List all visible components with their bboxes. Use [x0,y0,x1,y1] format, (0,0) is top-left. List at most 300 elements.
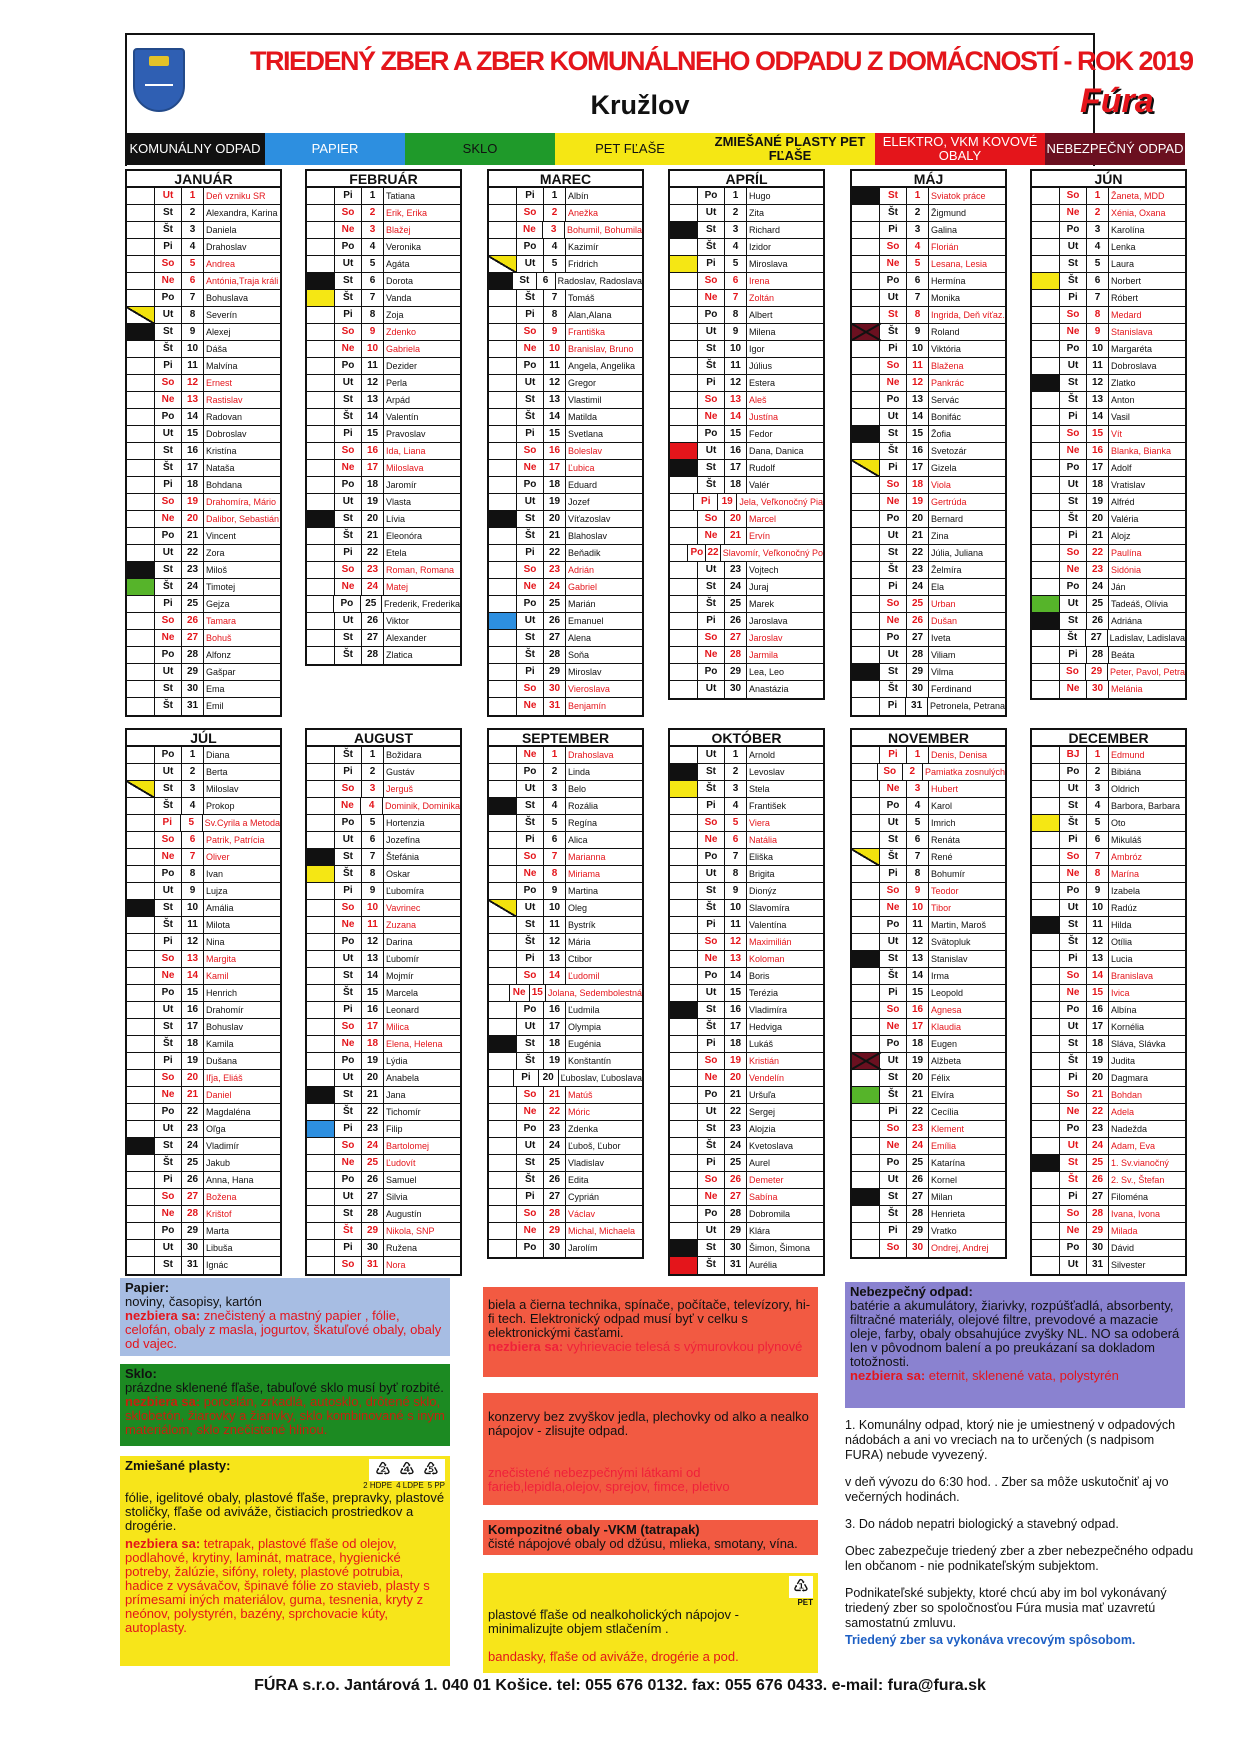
collection-marker [307,375,335,391]
day-row [1032,324,1185,341]
name-day: Bohumír [931,869,966,879]
weekday: Ne [335,1036,362,1052]
name-day: Blažena [931,361,964,371]
collection-marker [307,1104,335,1120]
day-row [489,951,642,968]
weekday: Po [698,664,725,680]
weekday: So [1060,188,1087,204]
day-number: 28 [544,1206,566,1222]
name-day: Marcel [749,514,777,524]
name-day: Zlatica [386,650,413,660]
collection-marker [852,324,880,340]
weekday: Ut [155,1240,182,1256]
day-number: 20 [362,511,384,527]
day-row [670,1019,823,1036]
day-number: 17 [725,460,747,476]
day-row [852,188,1005,205]
collection-marker [307,613,335,629]
collection-marker [489,985,510,1001]
day-number: 9 [907,324,929,340]
name-day: Marián [568,599,596,609]
day-row [852,358,1005,375]
collection-marker [1032,883,1060,899]
collection-marker [1032,562,1060,578]
weekday: So [1060,968,1087,984]
name-day: Patrik, Patrícia [206,835,265,845]
day-row [127,1189,280,1206]
collection-marker [489,1019,517,1035]
day-number: 21 [725,1087,747,1103]
day-number: 14 [182,409,204,425]
name-day: Jela, Veľkonočný Pia [739,497,823,507]
day-number: 3 [725,781,747,797]
day-row [852,951,1005,968]
day-number: 27 [1087,1189,1109,1205]
name-day: Ernest [206,378,233,388]
collection-marker [127,341,155,357]
name-day: Aurel [749,1158,771,1168]
collection-marker [307,239,335,255]
collection-marker [1032,747,1060,763]
name-day: Jaroslav [749,633,783,643]
collection-marker [307,849,335,865]
collection-marker [1032,1121,1060,1137]
recycle-icon: ♴ [374,1459,392,1479]
weekday: Ne [335,222,362,238]
day-row [127,917,280,934]
collection-marker [127,494,155,510]
collection-marker [670,375,698,391]
collection-marker [670,256,698,272]
name-day: Konštantín [568,1056,612,1066]
day-number: 17 [182,460,204,476]
weekday: Ne [698,290,725,306]
day-row [1032,1223,1185,1240]
day-number: 3 [1087,781,1109,797]
collection-marker [852,866,880,882]
day-row [127,426,280,443]
collection-marker [127,1002,155,1018]
collection-marker [127,375,155,391]
weekday: St [155,781,182,797]
day-number: 3 [725,222,747,238]
name-day: Agnesa [931,1005,962,1015]
collection-marker [127,205,155,221]
day-number: 25 [725,1155,747,1171]
name-day: Michal, Michaela [568,1226,636,1236]
legend-item: SKLO [405,133,555,165]
name-day: Vladimír [206,1141,240,1151]
day-number: 17 [907,460,929,476]
name-day: Nadežda [1111,1124,1148,1134]
day-number: 20 [907,1070,929,1086]
name-day: Vasil [1111,412,1130,422]
collection-marker [852,579,880,595]
name-day: Ivana, Ivona [1111,1209,1161,1219]
weekday: Ut [1060,239,1087,255]
name-day: Jozefína [386,835,421,845]
day-number: 22 [182,1104,204,1120]
day-number: 10 [182,341,204,357]
collection-marker [670,917,698,933]
day-row [852,815,1005,832]
weekday: Po [155,647,182,663]
day-number: 9 [544,883,566,899]
collection-marker [670,1104,698,1120]
name-day: Daniel [206,1090,232,1100]
weekday: Pi [880,1104,907,1120]
day-number: 15 [530,985,546,1001]
day-number: 13 [1087,951,1109,967]
collection-marker [1032,1138,1060,1154]
weekday: Št [517,528,544,544]
weekday: Po [1060,222,1087,238]
weekday: Po [1060,764,1087,780]
day-row [670,1002,823,1019]
name-day: Karol [931,801,953,811]
plasty-info [120,1456,450,1666]
day-row [127,1121,280,1138]
name-day: Žaneta, MDD [1111,191,1165,201]
month-marec [487,169,644,717]
day-row [1032,832,1185,849]
day-number: 18 [725,477,747,493]
name-day: Božidara [386,750,422,760]
day-row [307,968,460,985]
day-row [127,764,280,781]
weekday: So [517,849,544,865]
collection-marker [489,1036,517,1052]
collection-marker [670,460,698,476]
day-number: 7 [1087,290,1109,306]
weekday: Ne [335,1155,362,1171]
day-number: 26 [544,1172,566,1188]
weekday: Ne [155,1206,182,1222]
weekday: Št [698,900,725,916]
day-row [852,443,1005,460]
collection-marker [670,1206,698,1222]
day-number: 6 [182,832,204,848]
day-number: 17 [362,1019,384,1035]
day-number: 16 [1087,1002,1109,1018]
day-number: 5 [1087,815,1109,831]
month-október [668,728,825,1276]
name-day: Lívia [386,514,406,524]
name-day: Branislava [1111,971,1154,981]
weekday: Ut [335,375,362,391]
weekday: Ne [698,409,725,425]
day-number: 13 [362,392,384,408]
weekday: Št [517,934,544,950]
collection-marker [127,849,155,865]
day-number: 9 [362,883,384,899]
weekday: Po [335,934,362,950]
day-row [489,426,642,443]
weekday: Po [880,273,907,289]
weekday: Ut [880,934,907,950]
collection-marker [1032,832,1060,848]
name-day: Dušan [931,616,958,626]
collection-marker [852,917,880,933]
weekday: St [155,443,182,459]
name-day: Drahoslava [568,750,614,760]
day-row [670,528,823,545]
collection-marker [127,596,155,612]
day-number: 16 [907,443,929,459]
weekday: Ut [1060,900,1087,916]
day-number: 17 [725,1019,747,1035]
day-number: 24 [362,1138,384,1154]
collection-marker [1032,934,1060,950]
day-row [307,426,460,443]
name-day: Adolf [1111,463,1132,473]
name-day: Teodor [931,886,959,896]
weekday: So [1060,1206,1087,1222]
day-row [127,392,280,409]
day-row [489,290,642,307]
collection-marker [489,188,517,204]
day-row [852,1206,1005,1223]
day-row [127,1172,280,1189]
name-day: Ružena [386,1243,418,1253]
collection-marker [307,1206,335,1222]
day-number: 12 [362,934,384,950]
name-day: Miloslava [386,463,424,473]
day-row [307,917,460,934]
day-row [127,968,280,985]
weekday: Ne [155,392,182,408]
day-row [127,324,280,341]
collection-marker [489,968,517,984]
day-number: 28 [907,1206,929,1222]
name-day: Cyprián [568,1192,600,1202]
collection-marker [489,596,517,612]
weekday: St [335,511,362,527]
weekday: Po [155,747,182,763]
collection-marker [1032,781,1060,797]
day-row [670,290,823,307]
name-day: Milada [1111,1226,1138,1236]
name-day: Denis, Denisa [931,750,988,760]
day-row [1032,1206,1185,1223]
day-row [670,781,823,798]
collection-marker [852,1155,880,1171]
name-day: Margaréta [1111,344,1153,354]
day-number: 31 [1087,1257,1109,1274]
day-row [127,256,280,273]
collection-marker [127,443,155,459]
weekday: Št [880,1206,907,1222]
day-number: 23 [725,562,747,578]
name-day: Berta [206,767,228,777]
name-day: Lucia [1111,954,1133,964]
weekday: Ne [517,460,544,476]
papier-info [120,1278,450,1356]
weekday: Pi [698,798,725,814]
day-number: 7 [544,849,566,865]
day-number: 21 [544,1087,566,1103]
day-number: 8 [362,307,384,323]
weekday: BJ [1060,747,1087,763]
day-row [489,358,642,375]
day-number: 22 [907,1104,929,1120]
day-row [852,545,1005,562]
day-row [852,307,1005,324]
sklo-no-label: nezbiera sa: [125,1394,201,1409]
day-number: 4 [1087,798,1109,814]
collection-marker [489,341,517,357]
weekday: St [1060,798,1087,814]
day-row [670,1121,823,1138]
collection-marker [489,1138,517,1154]
name-day: Sláva, Slávka [1111,1039,1166,1049]
day-number: 4 [182,798,204,814]
day-row [852,698,1005,715]
day-number: 26 [907,1172,929,1188]
name-day: Ľudomil [568,971,600,981]
day-row [1032,290,1185,307]
day-number: 10 [182,900,204,916]
day-row [1032,1002,1185,1019]
day-row [852,528,1005,545]
weekday: So [335,1019,362,1035]
day-row [307,205,460,222]
collection-marker [670,951,698,967]
name-day: Zuzana [386,920,417,930]
weekday: Ne [335,798,362,814]
day-number: 25 [182,596,204,612]
collection-marker [1032,409,1060,425]
name-day: Levoslav [749,767,785,777]
name-day: Petronela, Petrana [929,701,1005,711]
day-number: 29 [182,1223,204,1239]
day-row [1032,815,1185,832]
day-number: 23 [907,562,929,578]
day-row [127,815,280,832]
collection-marker [852,1206,880,1222]
day-row [307,1104,460,1121]
weekday: So [155,256,182,272]
collection-marker [489,256,517,272]
collection-marker [307,273,335,289]
day-row [307,188,460,205]
name-day: Vieroslava [568,684,610,694]
weekday: Št [335,747,362,763]
day-row [489,1240,642,1257]
day-row [489,664,642,681]
day-row [489,205,642,222]
day-row [307,630,460,647]
day-row [852,1240,1005,1257]
collection-marker [852,188,880,204]
weekday: Št [155,698,182,715]
collection-marker [489,205,517,221]
collection-marker [307,494,335,510]
name-day: Florián [931,242,959,252]
name-day: Dávid [1111,1243,1135,1253]
weekday: Ne [517,222,544,238]
weekday: Ut [880,1172,907,1188]
day-row [489,443,642,460]
name-day: Oskar [386,869,411,879]
day-row [670,747,823,764]
day-row [127,1138,280,1155]
day-row [489,798,642,815]
day-row [1032,1155,1185,1172]
day-row [670,1155,823,1172]
day-number: 15 [907,426,929,442]
plasty-no-label: nezbiera sa: [125,1536,201,1551]
day-number: 17 [544,1019,566,1035]
weekday: Št [1060,273,1087,289]
weekday: Št [335,866,362,882]
name-day: Hugo [749,191,771,201]
day-row [670,443,823,460]
collection-marker [127,968,155,984]
weekday: Ut [517,781,544,797]
day-number: 2 [182,205,204,221]
day-number: 1 [182,188,204,204]
collection-marker [307,1189,335,1205]
day-row [852,1087,1005,1104]
collection-marker [670,409,698,425]
collection-marker [307,409,335,425]
recycle-icon: ♷ [422,1459,440,1479]
day-row [670,273,823,290]
weekday: Po [1060,1240,1087,1256]
month-december [1030,728,1187,1276]
name-day: Kristína [206,446,237,456]
day-number: 22 [1087,1104,1109,1120]
day-number: 11 [907,358,929,374]
collection-marker [1032,1104,1060,1120]
day-number: 25 [544,1155,566,1171]
day-number: 16 [725,443,747,459]
weekday: Št [698,239,725,255]
day-row [489,1121,642,1138]
weekday: Po [155,866,182,882]
weekday: Pi [1060,528,1087,544]
day-row [1032,256,1185,273]
day-row [127,477,280,494]
day-number: 1 [544,747,566,763]
name-day: Izidor [749,242,772,252]
collection-marker [1032,1189,1060,1205]
day-number: 11 [725,917,747,933]
collection-marker [307,883,335,899]
day-row [127,1053,280,1070]
weekday: St [880,307,907,323]
day-number: 19 [1087,1053,1109,1069]
day-row [852,832,1005,849]
collection-marker [127,188,155,204]
collection-marker [489,664,517,680]
collection-marker [307,647,335,664]
name-day: Melánia [1111,684,1143,694]
day-row [489,781,642,798]
weekday: Ne [1060,1223,1087,1239]
day-row [670,647,823,664]
collection-marker [307,1257,335,1274]
name-day: Koloman [749,954,785,964]
fura-logo: Fúra [1080,82,1154,120]
day-row [307,239,460,256]
day-row [1032,596,1185,613]
day-row [670,205,823,222]
day-number: 3 [544,781,566,797]
day-number: 31 [362,1257,384,1274]
day-number: 28 [1087,647,1109,663]
